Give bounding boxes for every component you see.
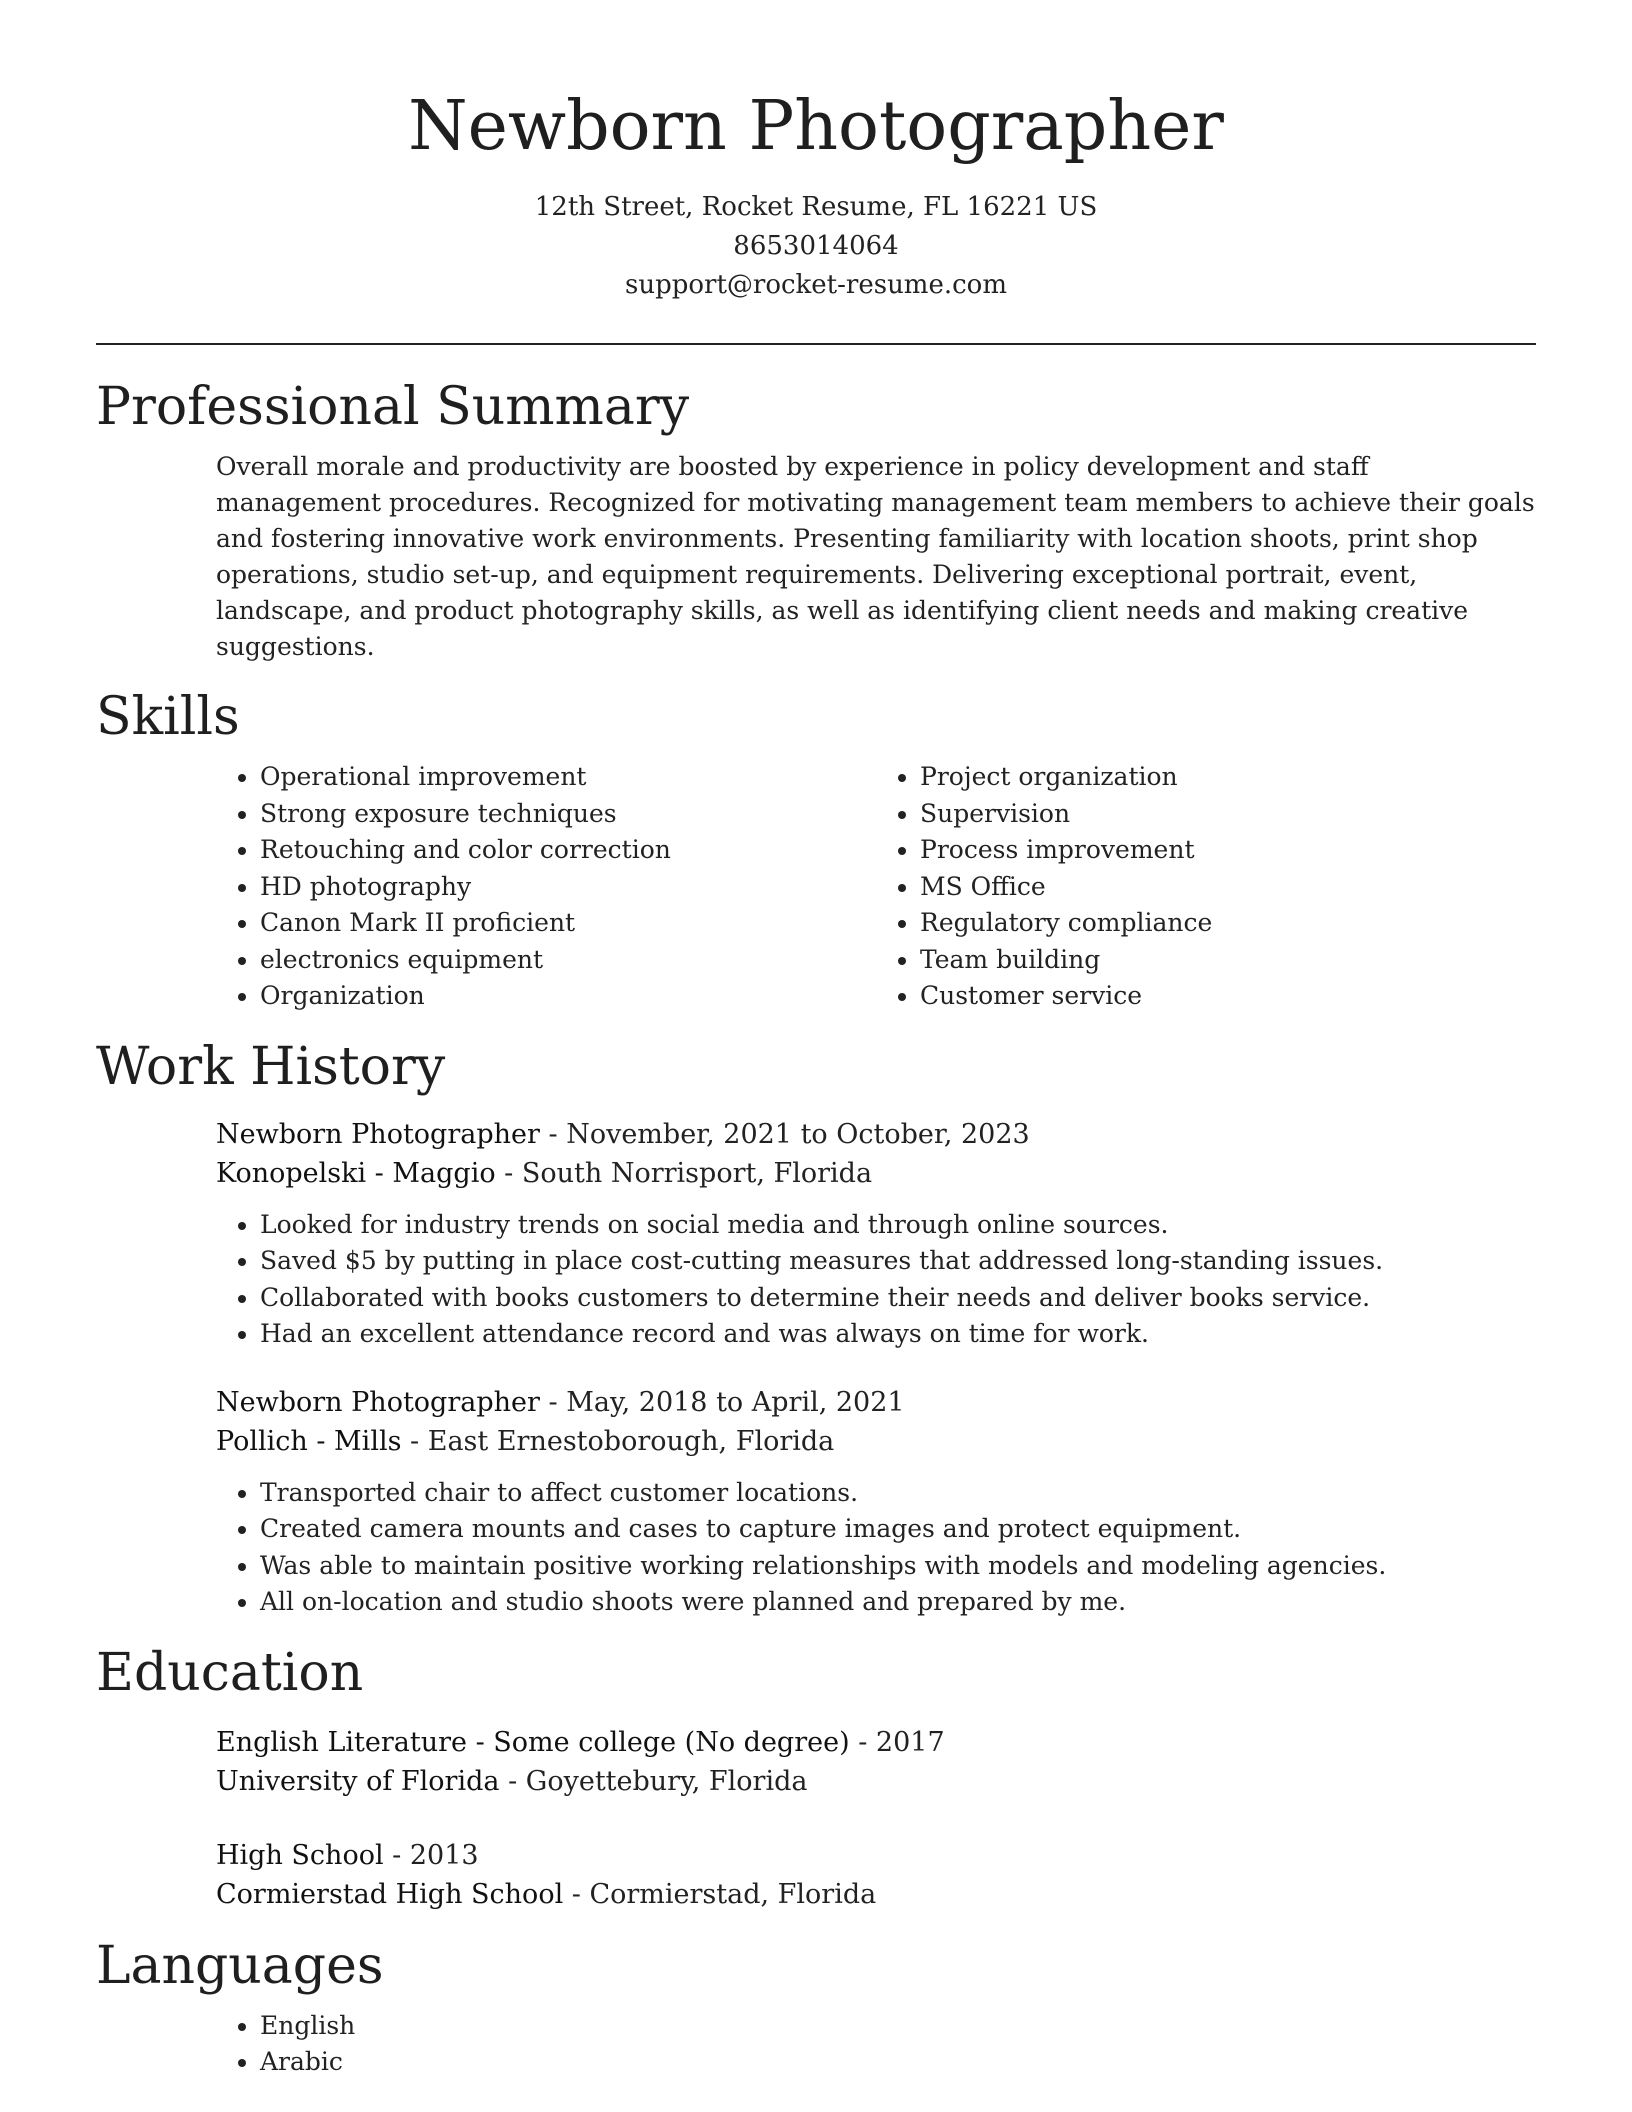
contact-email: support@rocket-resume.com (624, 270, 1007, 300)
job-entry (216, 1383, 1536, 1461)
job-dates: - November, 2021 to October, 2023 (539, 1118, 1030, 1150)
job-bullets (216, 1207, 1536, 1353)
language-item: • English (260, 2008, 1536, 2045)
skills-columns (216, 759, 1536, 1015)
education-school: University of Florida (216, 1765, 500, 1797)
skill-item: • MS Office (920, 869, 1536, 906)
work-history-heading: Work History (96, 1036, 446, 1097)
education-entry (216, 1836, 1536, 1914)
skill-item: • Operational improvement (260, 759, 876, 796)
job-bullet: • Collaborated with books customers to determine their needs and deliver books service. (260, 1280, 1536, 1317)
skill-item: • Retouching and color correction (260, 832, 876, 869)
job-company-line (216, 1422, 1536, 1461)
skill-item: • HD photography (260, 869, 876, 906)
job-bullet: • Looked for industry trends on social media and through online sources. (260, 1207, 1536, 1244)
job-bullet: • Was able to maintain positive working relationships with models and modeling agencies. (260, 1548, 1536, 1585)
job-company: Konopelski - Maggio (216, 1157, 496, 1189)
education-school: Cormierstad High School (216, 1878, 564, 1910)
education-degree-line (216, 1836, 1536, 1875)
job-bullets (216, 1475, 1536, 1621)
job-entry (216, 1115, 1536, 1193)
languages-list (216, 2008, 1536, 2081)
skills-section (96, 685, 1536, 1015)
job-location: - South Norrisport, Florida (495, 1157, 873, 1189)
job-bullet: • Transported chair to affect customer locations. (260, 1475, 1536, 1512)
education-heading: Education (96, 1642, 364, 1703)
education-section (96, 1641, 1536, 1914)
contact-address: 12th Street, Rocket Resume, FL 16221 US (534, 192, 1098, 222)
skill-item: • Process improvement (920, 832, 1536, 869)
skills-list-right (876, 759, 1536, 1015)
education-location: - Cormierstad, Florida (563, 1878, 877, 1910)
skill-item: • electronics equipment (260, 942, 876, 979)
languages-heading: Languages (96, 1935, 384, 1996)
skills-list-left (216, 759, 876, 1015)
job-bullet: • Had an excellent attendance record and was always on time for work. (260, 1316, 1536, 1353)
contact-phone: 8653014064 (733, 231, 899, 261)
job-company: Pollich - Mills (216, 1425, 402, 1457)
job-company-line (216, 1154, 1536, 1193)
skill-item: • Regulatory compliance (920, 905, 1536, 942)
skill-item: • Canon Mark II proficient (260, 905, 876, 942)
summary-section (96, 375, 1536, 665)
education-location: - Goyettebury, Florida (499, 1765, 808, 1797)
skill-item: • Project organization (920, 759, 1536, 796)
skills-heading: Skills (96, 687, 240, 747)
education-year: - 2013 (383, 1839, 479, 1871)
job-bullet: • All on-location and studio shoots were planned and prepared by me. (260, 1584, 1536, 1621)
summary-heading: Professional Summary (96, 377, 690, 437)
header-divider (96, 343, 1536, 345)
job-title: Newborn Photographer (216, 1386, 540, 1418)
job-location: - East Ernestoborough, Florida (401, 1425, 835, 1457)
resume-page (96, 0, 1536, 2081)
resume-header (96, 0, 1536, 305)
education-degree: High School (216, 1839, 384, 1871)
job-bullet: • Created camera mounts and cases to capture images and protect equipment. (260, 1511, 1536, 1548)
resume-name: Newborn Photographer (408, 87, 1224, 166)
job-bullet: • Saved $5 by putting in place cost-cutting measures that addressed long-standing issues. (260, 1243, 1536, 1280)
job-title: Newborn Photographer (216, 1118, 540, 1150)
job-dates: - May, 2018 to April, 2021 (539, 1386, 905, 1418)
job-title-line (216, 1115, 1536, 1154)
summary-text: Overall morale and productivity are boosted by experience in policy development and staff management procedures. Recognized for motivating management team members to achieve their goals and fostering innovative work environments. Presenting familiarity with location shoots, print shop operations, studio set-up, and equipment requirements. Delivering exceptional portrait, event, landscape, and product photography skills, as well as identifying client needs and making creative suggestions. (216, 452, 1535, 661)
job-title-line (216, 1383, 1536, 1422)
skill-item: • Strong exposure techniques (260, 796, 876, 833)
languages-section (96, 1934, 1536, 2081)
education-school-line (216, 1762, 1536, 1801)
education-degree: English Literature - Some college (No degree) (216, 1726, 850, 1758)
language-item: • Arabic (260, 2044, 1536, 2081)
education-degree-line (216, 1723, 1536, 1762)
skill-item: • Team building (920, 942, 1536, 979)
education-year: - 2017 (849, 1726, 945, 1758)
education-entry (216, 1723, 1536, 1801)
education-school-line (216, 1875, 1536, 1914)
skill-item: • Customer service (920, 978, 1536, 1015)
skill-item: • Supervision (920, 796, 1536, 833)
work-history-section (96, 1035, 1536, 1621)
skill-item: • Organization (260, 978, 876, 1015)
